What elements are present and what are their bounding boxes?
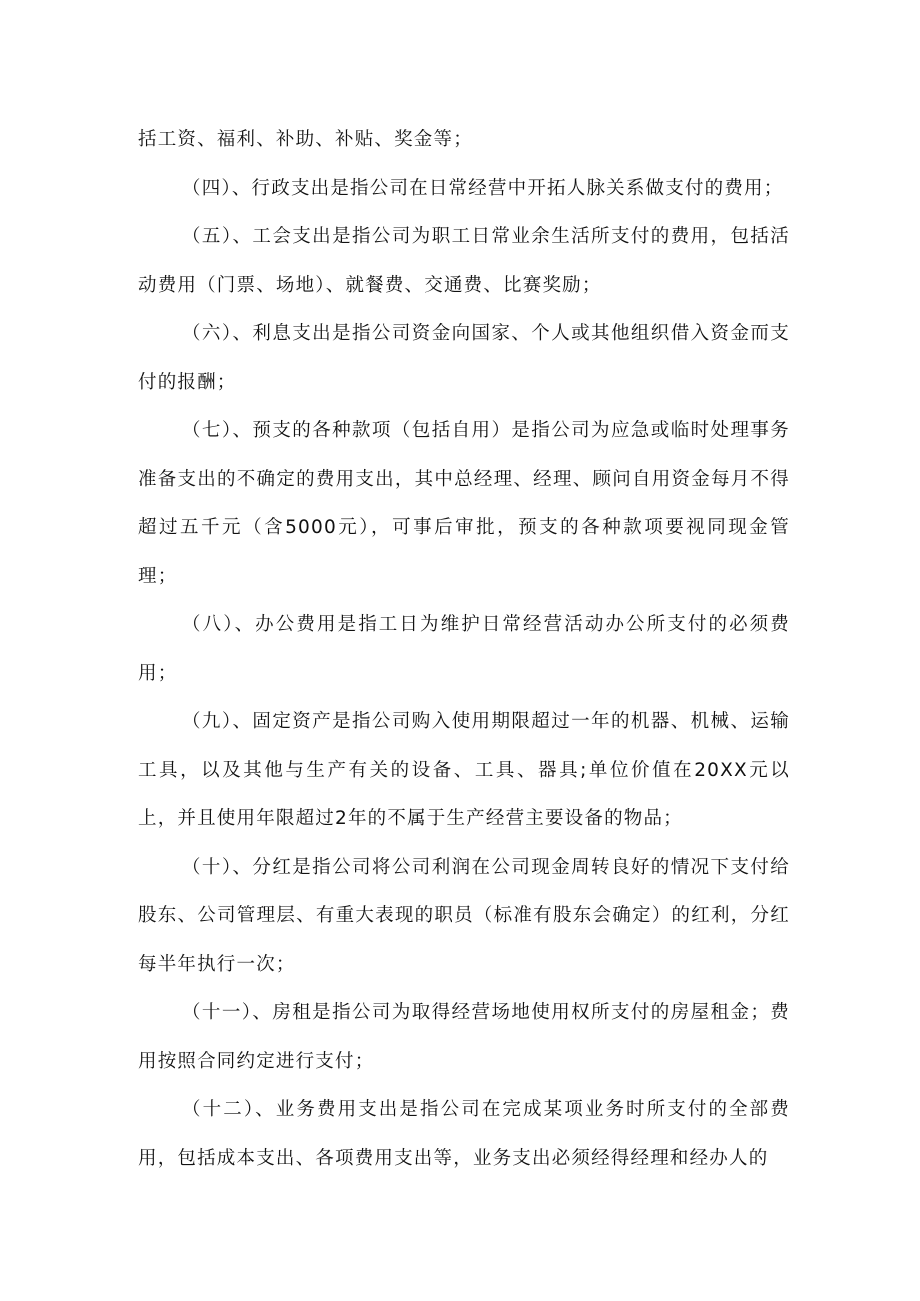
paragraph-item-8: [138, 601, 790, 698]
paragraph-text: （九）、固定资产是指公司购入使用期限超过一年的机器、机械、运输工具，以及其他与生产有关的设备、工具、器具;单位价值在20XX元以上，并且使用年限超过2年的不属于生产经营主要设备的物品；: [138, 711, 790, 829]
paragraph-text: （六）、利息支出是指公司资金向国家、个人或其他组织借入资金而支付的报酬；: [138, 323, 790, 393]
paragraph-item-9: [138, 698, 790, 844]
paragraph-text: 括工资、福利、补助、补贴、奖金等；: [138, 129, 473, 150]
paragraph-item-6: [138, 310, 790, 407]
paragraph-text: （八）、办公费用是指工日为维护日常经营活动办公所支付的必须费用；: [138, 614, 790, 684]
paragraph-text: （十二）、业务费用支出是指公司在完成某项业务时所支付的全部费用，包括成本支出、各项费用支出等，业务支出必须经得经理和经办人的: [138, 1099, 790, 1169]
paragraph-text: （十）、分红是指公司将公司利润在公司现金周转良好的情况下支付给股东、公司管理层、有重大表现的职员（标准有股东会确定）的红利，分红每半年执行一次；: [138, 856, 790, 975]
paragraph-text: （十一）、房租是指公司为取得经营场地使用权所支付的房屋租金；费用按照合同约定进行支付；: [138, 1002, 790, 1072]
paragraph-item-7: [138, 407, 790, 601]
document-body: [138, 116, 790, 1183]
paragraph-item-5: [138, 213, 790, 310]
paragraph-item-11: [138, 989, 790, 1086]
paragraph-continuation: [138, 116, 790, 165]
paragraph-item-10: [138, 844, 790, 990]
paragraph-text: （七）、预支的各种款项（包括自用）是指公司为应急或临时处理事务准备支出的不确定的费用支出，其中总经理、经理、顾问自用资金每月不得超过五千元（含5000元），可事后审批，预支的各种款项要视同现金管理；: [138, 420, 790, 587]
paragraph-text: （五）、工会支出是指公司为职工日常业余生活所支付的费用，包括活动费用（门票、场地）、就餐费、交通费、比赛奖励；: [138, 226, 790, 296]
paragraph-item-12: [138, 1086, 790, 1183]
paragraph-text: （四）、行政支出是指公司在日常经营中开拓人脉关系做支付的费用；: [182, 177, 784, 199]
paragraph-item-4: [138, 165, 790, 214]
